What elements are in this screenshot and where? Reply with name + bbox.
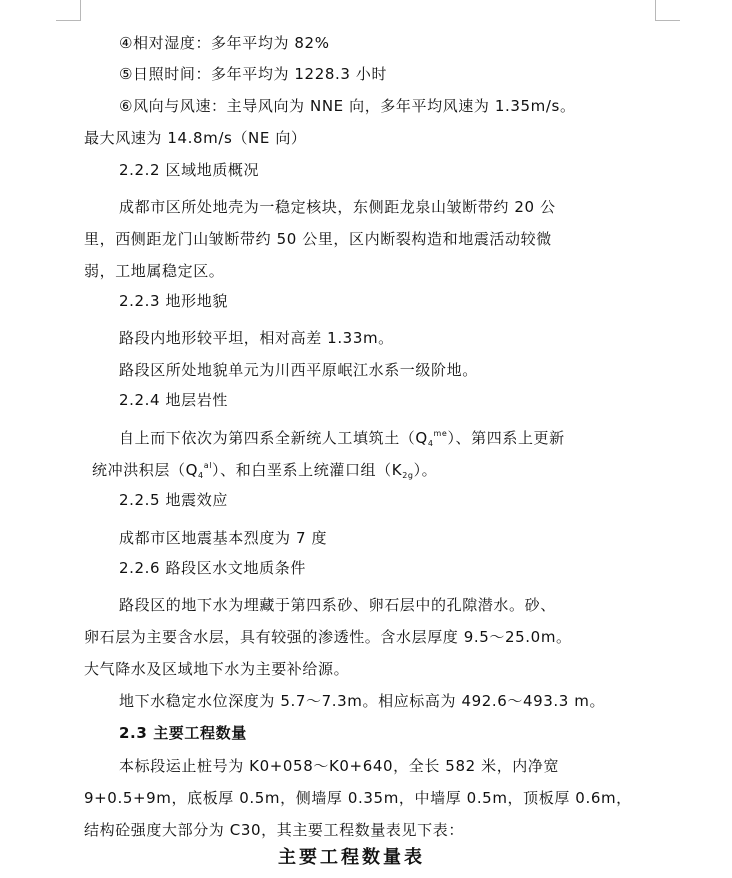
strata-text-1b: ）、第四系上更新 [447,429,565,447]
strata-text-2c: ）。 [413,461,438,479]
strata-k-subscript: 2g [402,471,414,480]
strata-text-2b: ）、和白垩系上统灌口组（K [212,461,403,479]
hydro-line-3: 大气降水及区域地下水为主要补给源。 [84,660,350,678]
seismic-line: 成都市区地震基本烈度为 7 度 [119,529,328,547]
geology-line-2: 里，西侧距龙门山皱断带约 50 公里，区内断裂构造和地震活动较微 [84,230,552,248]
heading-2-2-2: 2.2.2 区域地质概况 [119,161,260,179]
heading-2-2-3: 2.2.3 地形地貌 [119,292,228,310]
engineering-line-1: 本标段运止桩号为 K0+058～K0+640，全长 582 米，内净宽 [119,757,560,775]
geology-line-3: 弱，工地属稳定区。 [84,262,225,280]
hydro-line-4: 地下水稳定水位深度为 5.7～7.3m。相应标高为 492.6～493.3 m。 [119,692,606,710]
humidity-line: ④相对湿度：多年平均为 82% [119,34,330,52]
strata-q-subscript-2: 4 [198,471,204,480]
table-title: 主要工程数量表 [278,847,425,868]
strata-q-superscript-2: al [203,461,213,470]
engineering-line-2: 9+0.5+9m，底板厚 0.5m，侧墙厚 0.35m，中墙厚 0.5m，顶板厚 0.6m， [84,789,632,807]
heading-2-2-6: 2.2.6 路段区水文地质条件 [119,559,306,577]
crop-mark-top-left [56,0,81,21]
strata-text-2a: 统冲洪积层（Q [92,461,199,479]
sunshine-line: ⑤日照时间：多年平均为 1228.3 小时 [119,65,388,83]
strata-q-subscript-1: 4 [427,439,434,448]
heading-2-2-5: 2.2.5 地震效应 [119,491,228,509]
strata-line-2 [92,460,437,480]
strata-q-superscript-1: me [433,429,448,438]
crop-mark-top-right [655,0,680,21]
hydro-line-2: 卵石层为主要含水层，具有较强的渗透性。含水层厚度 9.5～25.0m。 [84,628,572,646]
wind-line-2: 最大风速为 14.8m/s（NE 向） [84,129,307,147]
wind-line-1: ⑥风向与风速：主导风向为 NNE 向，多年平均风速为 1.35m/s。 [119,97,576,115]
terrain-line-2: 路段区所处地貌单元为川西平原岷江水系一级阶地。 [119,361,478,379]
hydro-line-1: 路段区的地下水为埋藏于第四系砂、卵石层中的孔隙潜水。砂、 [119,596,556,614]
geology-line-1: 成都市区所处地壳为一稳定核块，东侧距龙泉山皱断带约 20 公 [119,198,556,216]
strata-text-1a: 自上而下依次为第四系全新统人工填筑土（Q [119,429,428,447]
strata-line-1 [119,428,565,448]
terrain-line-1: 路段内地形较平坦，相对高差 1.33m。 [119,329,394,347]
engineering-line-3: 结构砼强度大部分为 C30，其主要工程数量表见下表： [84,821,464,839]
heading-2-2-4: 2.2.4 地层岩性 [119,391,228,409]
heading-2-3: 2.3 主要工程数量 [119,724,247,742]
